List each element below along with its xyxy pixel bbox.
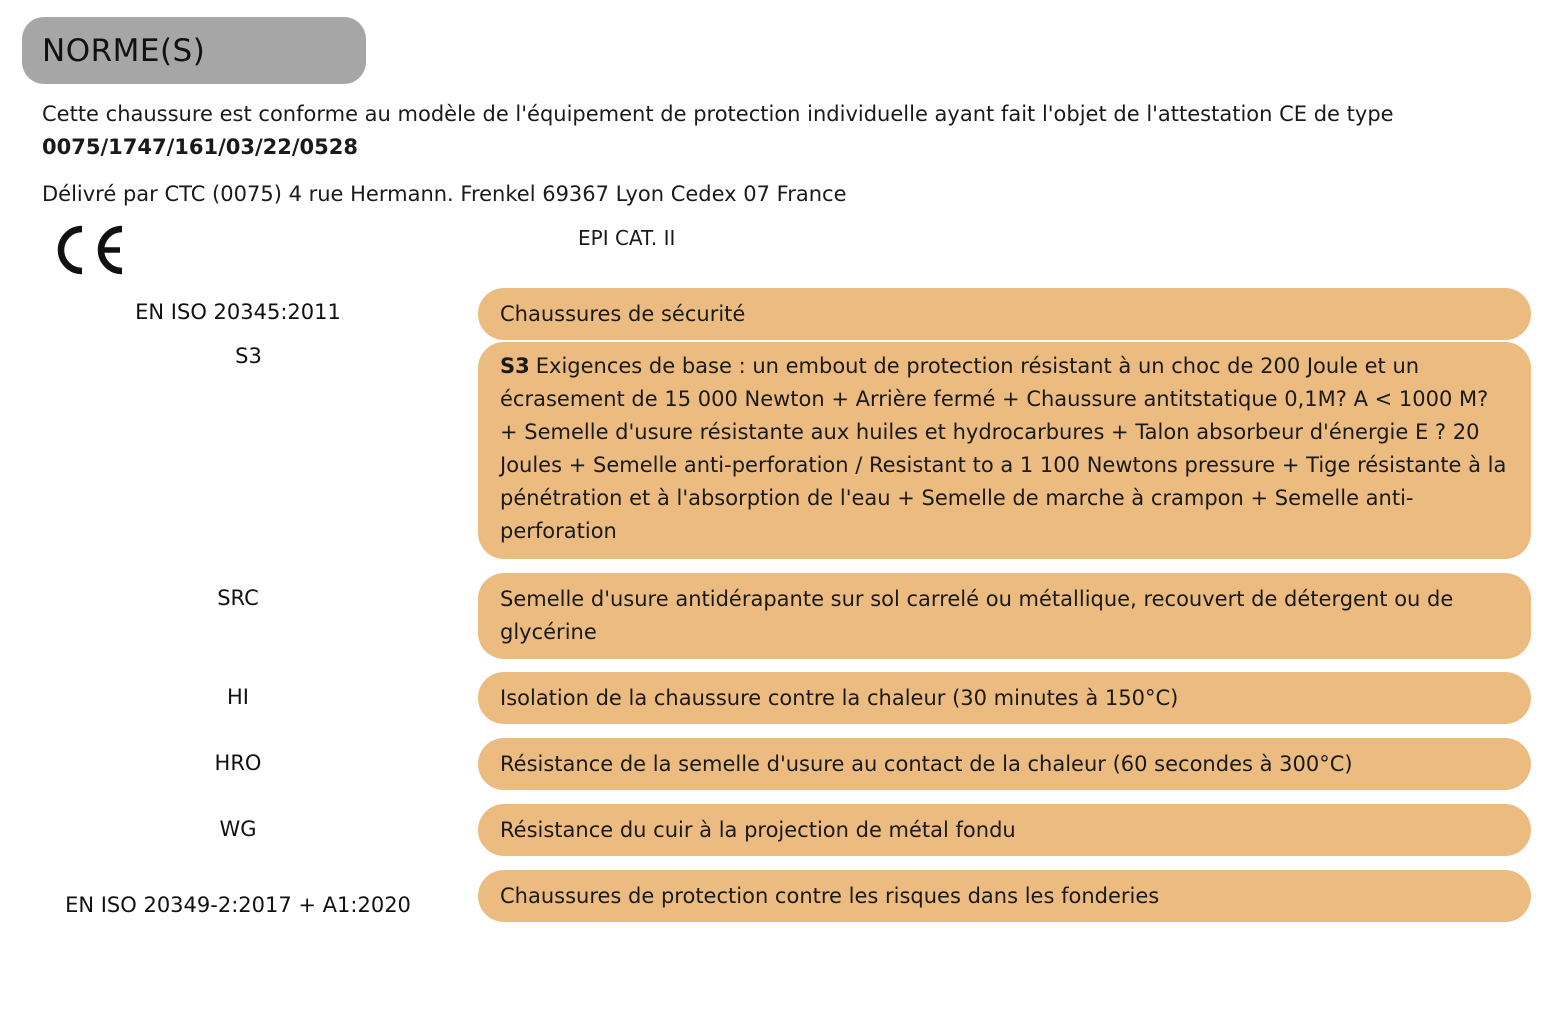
norm-code: SRC <box>217 586 259 610</box>
norm-description <box>478 804 1531 856</box>
intro-text: Cette chaussure est conforme au modèle de l'équipement de protection individuelle ayant fait l'objet de l'attestation CE de type <box>42 102 1394 126</box>
norm-description <box>478 672 1531 724</box>
norm-description-text: S3 Exigences de base : un embout de protection résistant à un choc de 200 Joule et un écrasement de 15 000 Newton + Arrière fermé + Chaussure antitstatique 0,1M? A < 1000 M? + Semelle d'usure résistante aux huiles et hydrocarbures + Talon absorbeur d'énergie E ? 20 Joules + Semelle anti-perforation / Resistant to a 1 100 Newtons pressure + Tige résistante à la pénétration et à l'absorption de l'eau + Semelle de marche à crampon + Semelle anti-perforation <box>500 354 1507 543</box>
norm-description <box>478 342 1531 559</box>
intro-paragraph <box>42 98 1512 164</box>
norm-code: HI <box>227 685 249 709</box>
norm-code: EN ISO 20349-2:2017 + A1:2020 <box>65 893 411 917</box>
epi-category: EPI CAT. II <box>578 226 676 250</box>
norm-description-text: Isolation de la chaussure contre la chaleur (30 minutes à 150°C) <box>500 685 1179 710</box>
issuer-text: Délivré par CTC (0075) 4 rue Hermann. Frenkel 69367 Lyon Cedex 07 France <box>42 182 847 206</box>
ce-mark-icon <box>52 224 128 276</box>
section-title-text: NORME(S) <box>42 32 206 69</box>
norm-description-text: Chaussures de protection contre les risques dans les fonderies <box>500 883 1160 908</box>
norm-description <box>478 573 1531 659</box>
norm-description <box>478 870 1531 922</box>
norm-description <box>478 288 1531 340</box>
norm-code: HRO <box>214 751 262 775</box>
norm-code: EN ISO 20345:2011 <box>135 300 341 324</box>
norm-inline-code: S3 <box>500 354 530 378</box>
norm-description <box>478 738 1531 790</box>
norm-description-text: Chaussures de sécurité <box>500 301 746 326</box>
norm-description-text: Résistance du cuir à la projection de métal fondu <box>500 817 1016 842</box>
norm-code: WG <box>219 817 257 841</box>
norm-description-text: Semelle d'usure antidérapante sur sol carrelé ou métallique, recouvert de détergent ou de glycérine <box>500 587 1454 644</box>
certificate-number: 0075/1747/161/03/22/0528 <box>42 135 358 159</box>
norm-code: S3 <box>235 344 262 368</box>
norm-description-text: Résistance de la semelle d'usure au contact de la chaleur (60 secondes à 300°C) <box>500 751 1353 776</box>
section-title <box>22 17 366 84</box>
